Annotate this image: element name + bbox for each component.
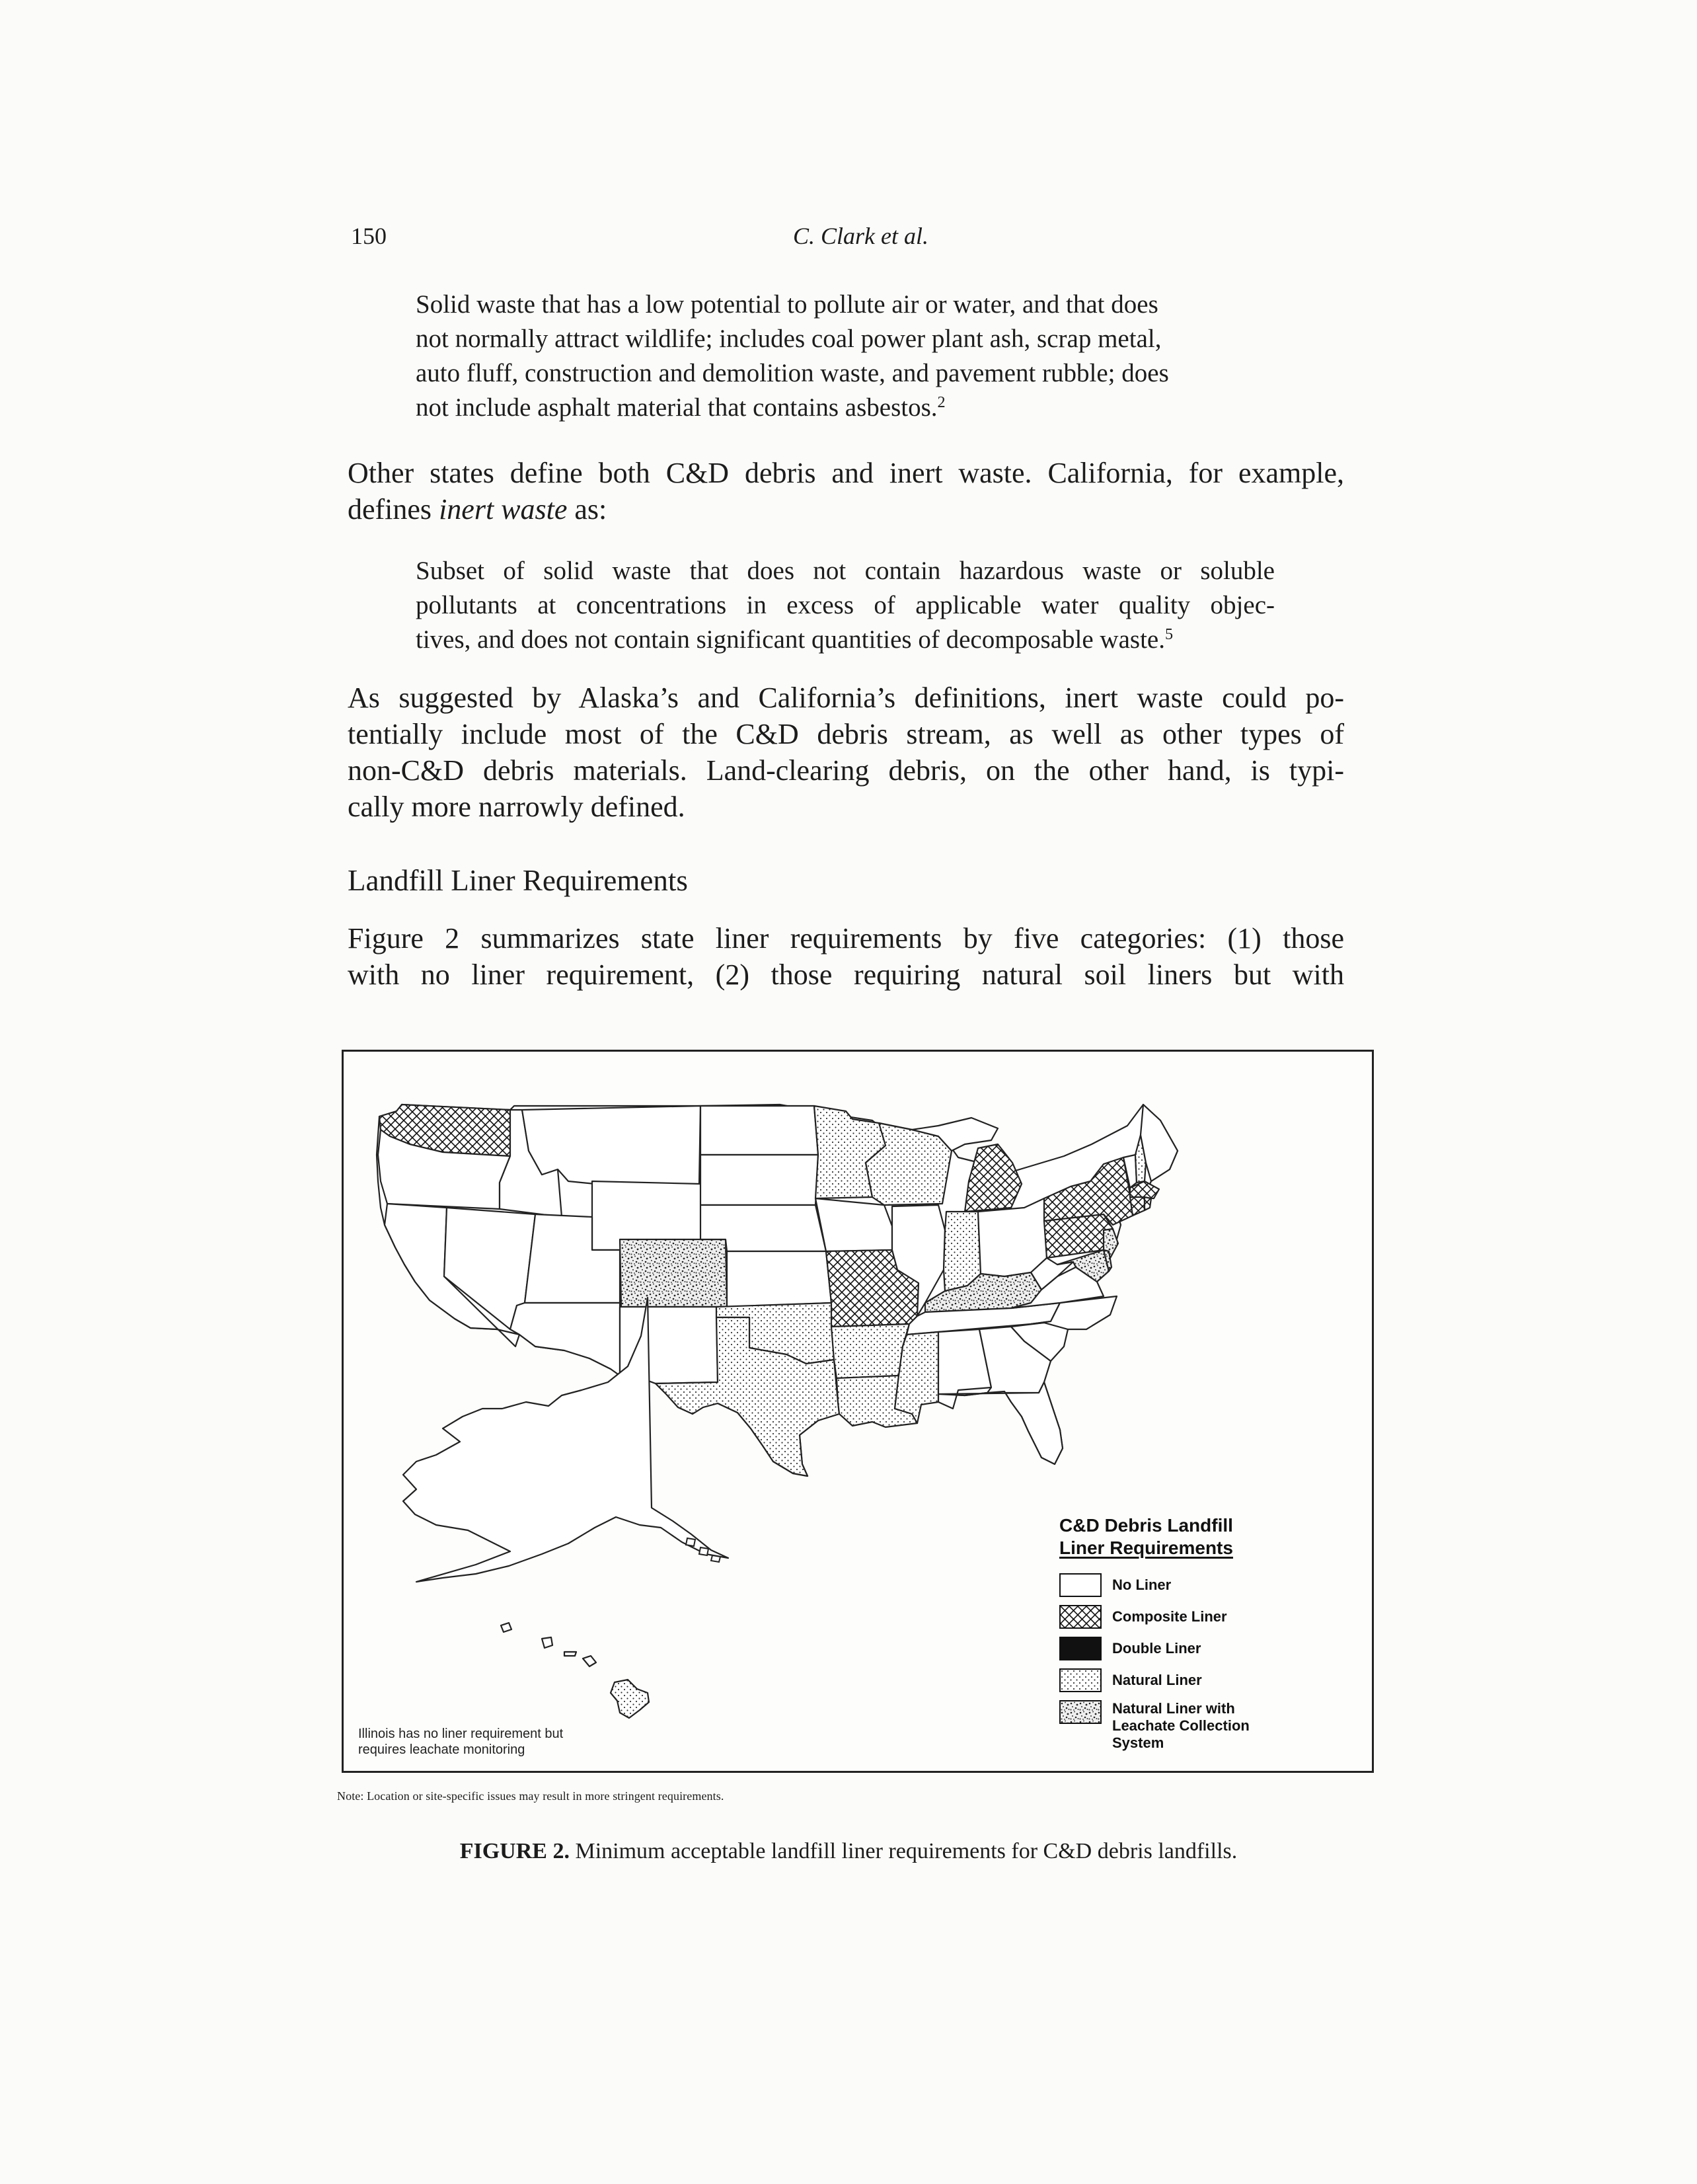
running-head: C. Clark et al. — [793, 223, 928, 249]
swatch-natural-liner-leachate — [1059, 1700, 1102, 1724]
state-iowa — [815, 1198, 892, 1251]
alaska-island — [711, 1555, 720, 1562]
paragraph-line: cally more narrowly defined. — [348, 791, 685, 823]
state-arizona — [510, 1303, 620, 1376]
quote-line: Solid waste that has a low potential to pollute air or water, and that does — [416, 290, 1158, 319]
paragraph-line — [348, 491, 1344, 527]
legend-title-line: C&D Debris Landfill — [1059, 1515, 1233, 1536]
figure-2 — [342, 1050, 1374, 1773]
legend-label: No Liner — [1112, 1577, 1172, 1593]
quote-line-text: tives, and does not contain significant quantities of decomposable waste. — [416, 625, 1165, 654]
block-quote-1 — [416, 288, 1275, 425]
legend-label-line: Natural Liner with — [1112, 1700, 1235, 1717]
state-hawaii — [611, 1680, 649, 1718]
legend-title — [1059, 1514, 1233, 1559]
us-liner-map — [344, 1052, 1376, 1775]
state-rhode-island — [1145, 1197, 1151, 1210]
quote-line-text: not include asphalt material that contains asbestos. — [416, 393, 938, 422]
quote-line: not normally attract wildlife; includes coal power plant ash, scrap metal, — [416, 325, 1162, 353]
legend-label — [1112, 1700, 1250, 1752]
swatch-natural-liner — [1059, 1668, 1102, 1692]
figure-caption — [0, 1839, 1697, 1864]
alaska-island — [699, 1547, 708, 1555]
legend-title-line: Liner Requirements — [1059, 1538, 1233, 1558]
quote-line: auto fluff, construction and demolition waste, and pavement rubble; does — [416, 359, 1169, 387]
hawaii-island-oahu — [542, 1637, 552, 1648]
paragraph-line: with no liner requirement, (2) those requiring natural soil liners but with — [348, 958, 1344, 991]
reference-superscript: 5 — [1164, 625, 1174, 643]
legend-label-line: Leachate Collection — [1112, 1717, 1250, 1734]
italic-term: inert waste — [439, 493, 568, 526]
state-florida — [938, 1382, 1063, 1464]
legend-label-line: System — [1112, 1735, 1164, 1751]
state-ohio — [978, 1198, 1047, 1276]
page-number: 150 — [351, 223, 387, 249]
state-kansas — [727, 1251, 831, 1307]
paragraph-line: non-C&D debris materials. Land-clearing debris, on the other hand, is typi- — [348, 754, 1344, 787]
hawaii-island-molokai — [564, 1652, 576, 1656]
quote-line: Subset of solid waste that does not contain hazardous waste or soluble — [416, 557, 1275, 585]
paragraph-line: tentially include most of the C&D debris stream, as well as other types of — [348, 718, 1344, 750]
paragraph-1 — [348, 455, 1344, 527]
reference-superscript: 2 — [937, 393, 946, 411]
state-colorado — [620, 1239, 727, 1307]
legend-label: Natural Liner — [1112, 1672, 1202, 1688]
paragraph-2 — [348, 680, 1344, 825]
figure-note: Note: Location or site-specific issues may result in more stringent requirements. — [337, 1789, 724, 1803]
illinois-note — [358, 1726, 563, 1758]
hawaii-island-maui — [583, 1656, 596, 1666]
text-run: defines — [348, 493, 439, 526]
illinois-note-line: Illinois has no liner requirement but — [358, 1727, 564, 1741]
legend-label: Composite Liner — [1112, 1608, 1227, 1625]
swatch-double-liner — [1059, 1637, 1102, 1660]
paragraph-3 — [348, 920, 1344, 993]
state-arkansas — [831, 1324, 909, 1378]
quote-line: pollutants at concentrations in excess of applicable water quality objec- — [416, 591, 1275, 619]
illinois-note-line: requires leachate monitoring — [358, 1742, 525, 1757]
swatch-composite-liner — [1059, 1605, 1102, 1629]
paragraph-line: Figure 2 summarizes state liner requirements by five categories: (1) those — [348, 922, 1344, 955]
state-connecticut — [1130, 1197, 1145, 1216]
paragraph-line: Other states define both C&D debris and inert waste. California, for example, — [348, 457, 1344, 489]
caption-text: Minimum acceptable landfill liner requirements for C&D debris landfills. — [575, 1839, 1238, 1863]
paragraph-line: As suggested by Alaska’s and California’s definitions, inert waste could po- — [348, 682, 1344, 714]
quote-line — [416, 391, 1275, 425]
section-heading: Landfill Liner Requirements — [348, 864, 688, 897]
quote-line — [416, 623, 1275, 657]
swatch-no-liner — [1059, 1573, 1102, 1597]
block-quote-2 — [416, 554, 1275, 657]
caption-label: FIGURE 2. — [459, 1839, 570, 1863]
text-run: as: — [567, 493, 607, 526]
state-north-dakota — [700, 1106, 818, 1155]
alaska-island — [686, 1538, 695, 1546]
legend-label: Double Liner — [1112, 1640, 1201, 1657]
state-south-dakota — [700, 1155, 818, 1205]
state-michigan — [965, 1144, 1022, 1212]
hawaii-island-kauai — [501, 1623, 511, 1632]
